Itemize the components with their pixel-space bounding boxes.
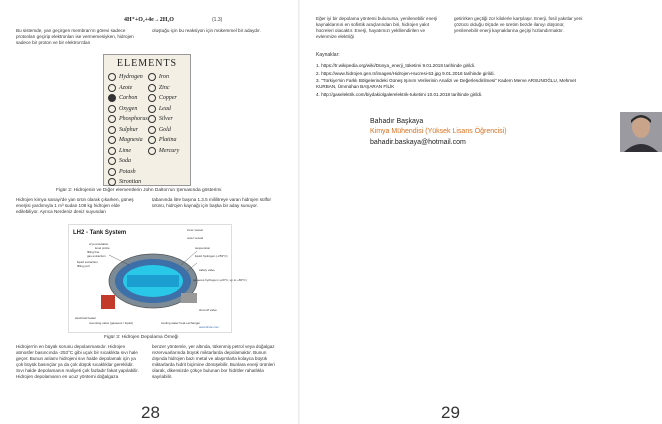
element-name: Mercury [158,147,180,154]
equation-number: (1.3) [212,17,223,23]
element-symbol-icon [148,147,156,155]
bottom-column-1: Hidrojen'in en büyük sorunu depolanmasıdır. Hidrojen atmosfer basıncında -253°C gibi uçuk bir sıcaklıkta sıvı hale geçer. Bunun anlamı hidrojeni sıvı halde depolamak için ya çok büyük basınçlar ya da çok düşük sıcaklıklar gereklidir. Sıvı halde depolamanın maliyeti çok fazladır fakat yapılabilir. Hidrojen depolamanın en ucuz yöntemi doğalgaza [16,344,139,379]
element-name: Gold [158,126,171,133]
element-name: Copper [158,95,177,102]
element-symbol-icon [108,73,116,81]
element-symbol-icon [108,157,116,165]
tank-label: liquid hydrogen (-253°C) [195,254,228,258]
lh2-tank-diagram [68,224,247,333]
element-name: Hydrogen [119,74,143,81]
tank-label: suspension [195,246,211,250]
tank-label: reversing valve (gaseous / liquid) [89,321,133,325]
element-name: Lime [119,147,131,154]
author-name: Bahadır Başkaya [370,118,424,125]
element-symbol-icon [148,126,156,134]
tank-label: electrical heater [75,316,97,320]
element-name: Carbon [119,95,138,102]
element-symbol-icon [108,84,116,92]
tank-label: filling line [87,250,100,254]
element-symbol-icon [108,136,116,144]
element-name: Oxygen [119,105,138,112]
element-symbol-icon [108,168,116,176]
tank-label: cryo-insulation [89,242,109,246]
tank-label: gaseous hydrogen (+20°C, up to +80°C) [193,278,247,282]
tank-brand: www.linde.com [199,325,220,329]
element-symbol-icon [148,105,156,113]
tank-label: outer vessel [187,236,204,240]
figure-2-caption: Figür 2: Hidrojenin ve Diğer elementlerin John Dalton'un Şemasında gösterimi [56,188,222,193]
tank-label: cooling water heat exchanger [161,321,201,325]
intro-column-1: Bu sistemde, yan geçirgen membran'ın görevi sadece protonları geçirip elektronları ise vermemesiyken, hidrojen sadece bir proton ve bir elektron'dan [16,28,134,45]
tank-label: shut-off valve [199,308,217,312]
element-symbol-icon [148,84,156,92]
author-email: bahadir.baskaya@hotmail.com [370,139,466,146]
tank-title: LH2 - Tank System [73,230,127,236]
page-29 [300,0,600,424]
intro-column-2: oluştuğu için bu reaksiyon için mükemmel bir adaydır. [152,28,261,33]
reference-item: 1. https://tr.wikipedia.org/wiki/Dünya_enerji_tüketimi 9.01.2018 tarihinde girildi. [316,63,476,68]
element-symbol-icon [148,73,156,81]
right-column-1: Eğer iyi bir depolama yöntemi bulunursa, yenilenebilir enerji kaynaklarının en sofistik araçlarından biri, hidrojen yakıt hücreleri olacaktır. Enerji, hayatımızı yeklilendirilen ve evlenmize elektriği [316,16,438,39]
author-title: Kimya Mühendisi (Yüksek Lisans Öğrencisi) [370,128,507,135]
references-title: Kaynaklar: [316,52,340,58]
element-name: Lead [158,105,171,112]
tank-label: level probe [95,246,110,250]
element-name: Potash [119,168,136,175]
middle-column-2: tabanında litre başına 1.3.5 mililitreye varan hidrojen sülfür ürünü, hidrojen kaynağı için başka bir aday sunuyor. [152,197,271,208]
tank-label: filling port [77,264,90,268]
author-photo [620,112,662,152]
reference-item: 3. "Türkiye'nin Farklı Bölgelerindeki Güneş Işınım Verilerinin Analizi ve Değerlendirilmesi" Kadem Merve ARSUNOĞLU, Mehmet KURBAN, Ümmühan BAŞARAN FİLİK [316,78,576,89]
tank-label: gas extraction [87,254,106,258]
element-name: Zinc [158,84,170,91]
element-name: Soda [119,158,131,165]
reference-item: 2. https://www.hidrojen.gen.tr/images/Hidrojen-Hucresi-53.jpg 9.01.2018 tarihinde girildi. [316,70,495,76]
element-symbol-icon [148,136,156,144]
dalton-elements-chart [103,54,191,186]
element-name: Phosphorus [119,116,148,123]
element-name: Iron [158,74,169,81]
tank-label: liquid extraction [77,260,98,264]
equation: 4H⁺+O₂+4e→2H₂O [124,17,174,23]
element-name: Azote [119,84,133,91]
element-name: Magnesia [119,137,143,144]
element-symbol-icon [108,105,116,113]
element-symbol-icon [108,94,116,102]
element-symbol-icon [108,178,116,186]
element-symbol-icon [108,147,116,155]
elements-title: ELEMENTS [116,58,178,69]
element-name: Strontian [119,179,142,186]
bottom-column-2: benzer yöntemle, yer altında, tükenmiş petrol veya doğalgaz rezervuarlarında büyük miktarlarda depolamaktır. Bunun dışında hidrojen bazı metal ve alaşımlarla kolayca büyük miktarlarda hidrit biçimine dönüşebilir. Bunlara enerji ürünleri olarak, dikensizde çökçe bulunan bor hidritler rahatlıkla sayılabilir. [152,344,275,379]
page-number-left: 28 [141,403,160,422]
element-symbol-icon [148,94,156,102]
middle-column-1: Hidrojen kimya sanayi'de yan ürün olarak çıkarken, güneş enerjisi yardımıyla 1 m³ sudan 108 kg hidrojen elde edilebiliyor. Ayrıca Nerdeniz deniz suyundan [16,197,134,214]
element-name: Silver [158,116,173,123]
element-symbol-icon [108,115,116,123]
element-name: Platina [158,137,177,144]
reference-item: 4. http://gaselektrik.com/biydakiolgalerelektrik-tuketimi 10.01.2018 tarihinde girildi. [316,91,483,97]
tank-label: safety valve [199,268,215,272]
tank-illustration [69,225,247,332]
references-list [316,63,584,99]
page-28 [0,0,300,424]
page-number-right: 29 [441,403,460,422]
tank-label: inner vessel [187,228,204,232]
element-symbol-icon [148,115,156,123]
author-avatar-icon [620,112,662,152]
right-column-2: getirirken geçtiği zor kilolerle karşılaşır. Enerji, fosil yakıtlar yeni çözücü olduğu ölçüde ve üretim bezde ilanıyı düşünür, yenilenebilir enerji kaynaklarına geçişi hızlandırmaktır. [454,16,583,33]
element-name: Sulphur [119,126,139,133]
figure-3-caption: Figür 3: Hidrojen Depolama Örneği [104,335,179,340]
element-symbol-icon [108,126,116,134]
